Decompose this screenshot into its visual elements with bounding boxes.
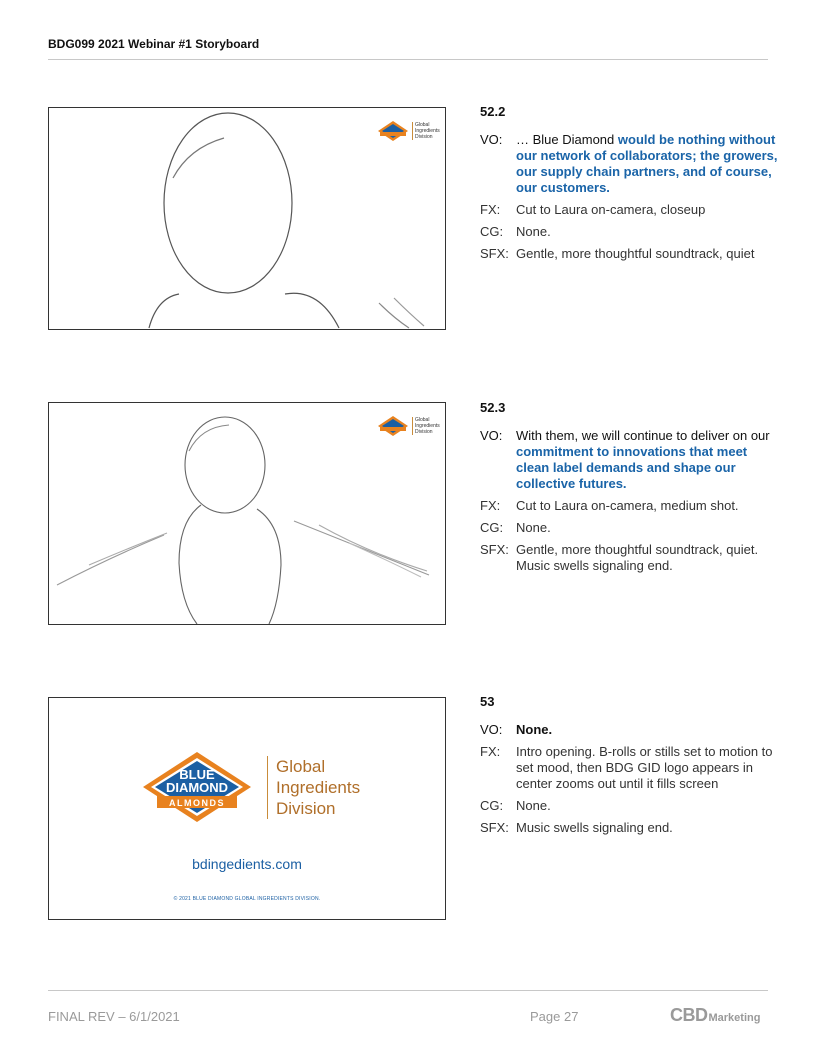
mini-division-line3: Division bbox=[415, 429, 433, 435]
storyboard-frame-52-2 bbox=[48, 107, 446, 330]
division-line2: Ingredients bbox=[276, 777, 361, 797]
vo-text bbox=[516, 428, 780, 492]
vo-highlight: commitment to innovations that meet clean label demands and shape our collective futures. bbox=[516, 444, 748, 491]
fx-label: FX: bbox=[480, 498, 501, 513]
vo-text: None. bbox=[516, 722, 553, 737]
cg-text: None. bbox=[516, 224, 551, 239]
sketch-left-shoulder bbox=[149, 294, 179, 328]
fx-label: FX: bbox=[480, 202, 501, 217]
storyboard-frame-53 bbox=[48, 697, 446, 920]
panel-notes-52-2 bbox=[480, 104, 780, 268]
sketch-arm-right-2 bbox=[319, 525, 427, 571]
badge-line2: DIAMOND bbox=[165, 780, 229, 795]
sfx-row bbox=[480, 820, 780, 836]
panel-notes-53 bbox=[480, 694, 780, 842]
footer-divider bbox=[48, 990, 768, 991]
division-line1: Global bbox=[276, 756, 326, 776]
vo-label: VO: bbox=[480, 428, 503, 443]
blue-diamond-badge-icon bbox=[377, 120, 409, 142]
sfx-label: SFX: bbox=[480, 246, 509, 261]
sfx-label: SFX: bbox=[480, 542, 509, 557]
cbd-marketing-logo bbox=[670, 1005, 760, 1026]
vo-row bbox=[480, 132, 780, 196]
mini-division-text bbox=[412, 122, 440, 140]
copyright-line: © 2021 BLUE DIAMOND GLOBAL INGREDIENTS DIVISION. bbox=[173, 896, 321, 902]
sketch-hair-stroke bbox=[189, 425, 229, 451]
scene-number: 52.3 bbox=[480, 400, 506, 415]
gid-logo bbox=[141, 750, 360, 824]
panel-notes-52-3 bbox=[480, 400, 780, 580]
vo-label: VO: bbox=[480, 722, 503, 737]
cg-label: CG: bbox=[480, 520, 504, 535]
cg-row bbox=[480, 798, 780, 814]
fx-label: FX: bbox=[480, 744, 501, 759]
mini-logo bbox=[377, 120, 440, 142]
cg-row bbox=[480, 224, 780, 240]
division-line3: Division bbox=[276, 798, 336, 818]
sketch-head-outline bbox=[185, 417, 265, 513]
storyboard-frame-52-3 bbox=[48, 402, 446, 625]
sketch-arm-left-2 bbox=[89, 533, 167, 565]
cg-row bbox=[480, 520, 780, 536]
mini-division-line1: Global bbox=[415, 417, 430, 423]
badge-ribbon: ALMONDS bbox=[169, 798, 225, 808]
sketch-arm-right bbox=[294, 521, 429, 575]
cg-label: CG: bbox=[480, 798, 504, 813]
mini-logo bbox=[377, 415, 440, 437]
mini-division-line2: Ingredients bbox=[415, 423, 440, 429]
blue-diamond-almonds-badge-icon bbox=[141, 750, 253, 824]
sfx-row bbox=[480, 246, 780, 262]
blue-diamond-badge-icon bbox=[377, 415, 409, 437]
fx-text: Cut to Laura on-camera, medium shot. bbox=[516, 498, 739, 513]
vo-highlight: would be nothing without our network of collaborators; the growers, our supply chain partners, and of course, our customers. bbox=[516, 132, 778, 195]
sfx-text: Gentle, more thoughtful soundtrack, quiet. Music swells signaling end. bbox=[516, 542, 759, 573]
sketch-head-outline bbox=[164, 113, 292, 293]
sketch-arm-right-3 bbox=[349, 543, 421, 577]
vo-plain: With them, we will continue to deliver on our bbox=[516, 428, 770, 443]
sketch-body-right bbox=[257, 509, 281, 624]
sketch-body-left bbox=[179, 505, 201, 624]
fx-row bbox=[480, 202, 780, 218]
sketch-hair-stroke bbox=[173, 138, 224, 178]
fx-text: Cut to Laura on-camera, closeup bbox=[516, 202, 706, 217]
cg-text: None. bbox=[516, 520, 551, 535]
mini-division-line3: Division bbox=[415, 134, 433, 140]
brand-marketing: Marketing bbox=[708, 1012, 761, 1024]
cg-label: CG: bbox=[480, 224, 504, 239]
fx-row bbox=[480, 498, 780, 514]
revision-label: FINAL REV – 6/1/2021 bbox=[48, 1009, 180, 1024]
document-title: BDG099 2021 Webinar #1 Storyboard bbox=[48, 37, 260, 51]
fx-text: Intro opening. B-rolls or stills set to motion to set mood, then BDG GID logo appears in center zooms out until it fills screen bbox=[516, 744, 773, 791]
sfx-row bbox=[480, 542, 780, 574]
sfx-text: Music swells signaling end. bbox=[516, 820, 673, 835]
brand-cbd: CBD bbox=[670, 1005, 708, 1025]
header-divider bbox=[48, 59, 768, 60]
vo-row bbox=[480, 428, 780, 492]
fx-row bbox=[480, 744, 780, 792]
vo-row bbox=[480, 722, 780, 738]
division-wordmark bbox=[267, 756, 360, 819]
sfx-text: Gentle, more thoughtful soundtrack, quiet bbox=[516, 246, 755, 261]
sketch-arm-left bbox=[57, 535, 164, 585]
mini-division-text bbox=[412, 417, 440, 435]
sketch-right-shoulder bbox=[285, 293, 339, 328]
vo-plain: … Blue Diamond bbox=[516, 132, 618, 147]
cg-text: None. bbox=[516, 798, 551, 813]
page-number: Page 27 bbox=[530, 1009, 579, 1024]
vo-text bbox=[516, 132, 780, 196]
badge-line1: BLUE bbox=[179, 767, 215, 782]
sketch-arm-stroke bbox=[379, 303, 409, 328]
vo-label: VO: bbox=[480, 132, 503, 147]
sketch-arm-stroke-2 bbox=[394, 298, 424, 326]
scene-number: 52.2 bbox=[480, 104, 506, 119]
scene-number: 53 bbox=[480, 694, 495, 709]
website-url: bdingedients.com bbox=[192, 856, 302, 872]
mini-division-line1: Global bbox=[415, 122, 430, 128]
sfx-label: SFX: bbox=[480, 820, 509, 835]
mini-division-line2: Ingredients bbox=[415, 128, 440, 134]
